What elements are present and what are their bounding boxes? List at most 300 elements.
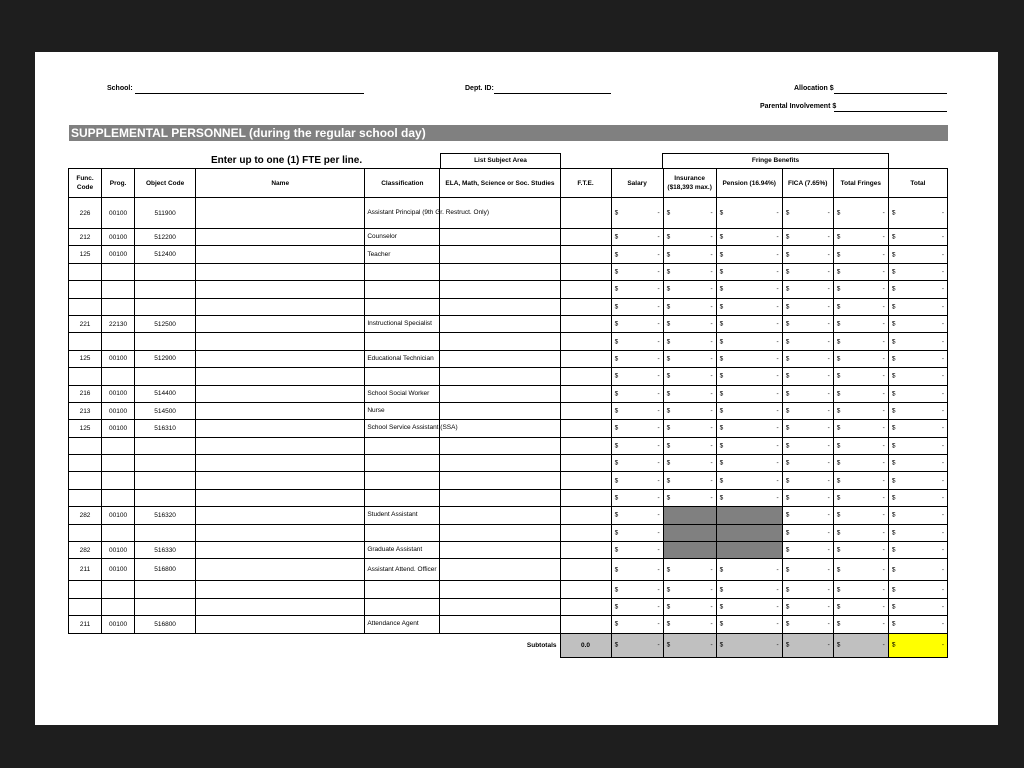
subject-area-cell[interactable] (440, 542, 560, 559)
insurance-cell: $ - (663, 472, 716, 489)
fte-cell[interactable] (560, 581, 611, 598)
total-fringes-cell: $ - (833, 559, 888, 581)
subject-area-cell[interactable] (440, 489, 560, 506)
total-cell: $ - (888, 437, 947, 454)
object-code-cell[interactable] (135, 581, 196, 598)
subject-area-cell[interactable] (440, 368, 560, 385)
prog-cell[interactable] (102, 263, 135, 280)
object-code-cell[interactable]: 512500 (135, 315, 196, 332)
object-code-cell[interactable]: 511900 (135, 198, 196, 229)
prog-cell[interactable] (102, 368, 135, 385)
total-fringes-cell: $ - (833, 472, 888, 489)
classification-cell[interactable]: Nurse (365, 402, 440, 419)
name-cell[interactable] (196, 385, 365, 402)
total-fringes-cell: $ - (833, 198, 888, 229)
classification-cell[interactable] (365, 598, 440, 615)
pension-cell: $ - (716, 315, 782, 332)
total-cell: $ - (888, 542, 947, 559)
classification-cell[interactable] (365, 455, 440, 472)
object-code-cell[interactable] (135, 472, 196, 489)
table-row (69, 420, 948, 437)
insurance-cell: $ - (663, 598, 716, 615)
pension-cell: $ - (716, 368, 782, 385)
salary-cell[interactable]: $ - (611, 472, 663, 489)
prog-cell[interactable]: 00100 (102, 229, 135, 246)
col-name: Name (196, 169, 365, 198)
fica-cell: $ - (782, 263, 833, 280)
fte-cell[interactable] (560, 524, 611, 541)
classification-cell[interactable]: Assistant Attend. Officer (365, 559, 440, 581)
pension-cell: $ - (716, 420, 782, 437)
salary-cell[interactable]: $ - (611, 350, 663, 367)
func-code-cell[interactable] (69, 524, 102, 541)
name-cell[interactable] (196, 333, 365, 350)
subject-area-cell[interactable] (440, 385, 560, 402)
fte-cell[interactable] (560, 368, 611, 385)
pension-cell: $ - (716, 616, 782, 633)
name-cell[interactable] (196, 298, 365, 315)
fica-cell: $ - (782, 437, 833, 454)
name-cell[interactable] (196, 246, 365, 263)
total-fringes-cell: $ - (833, 281, 888, 298)
fica-cell: $ - (782, 455, 833, 472)
subject-area-cell[interactable] (440, 420, 560, 437)
fte-cell[interactable] (560, 542, 611, 559)
subject-area-cell[interactable] (440, 581, 560, 598)
func-code-cell[interactable]: 211 (69, 616, 102, 633)
func-code-cell[interactable]: 216 (69, 385, 102, 402)
salary-cell[interactable]: $ - (611, 598, 663, 615)
fte-cell[interactable] (560, 420, 611, 437)
prog-cell[interactable]: 00100 (102, 385, 135, 402)
name-cell[interactable] (196, 229, 365, 246)
prog-cell[interactable]: 00100 (102, 542, 135, 559)
object-code-cell[interactable] (135, 437, 196, 454)
salary-cell[interactable]: $ - (611, 420, 663, 437)
classification-cell[interactable]: Assistant Principal (9th Gr. Restruct. Only) (365, 198, 440, 229)
name-cell[interactable] (196, 559, 365, 581)
name-cell[interactable] (196, 581, 365, 598)
fte-cell[interactable] (560, 559, 611, 581)
dept-id-input[interactable] (494, 93, 611, 94)
subtotal-row (69, 633, 948, 657)
salary-cell[interactable]: $ - (611, 581, 663, 598)
subject-area-cell[interactable] (440, 455, 560, 472)
subject-area-cell[interactable] (440, 524, 560, 541)
total-fringes-cell: $ - (833, 246, 888, 263)
fte-instruction: Enter up to one (1) FTE per line. (211, 155, 363, 166)
pension-cell: $ - (716, 598, 782, 615)
salary-cell[interactable]: $ - (611, 542, 663, 559)
name-cell[interactable] (196, 472, 365, 489)
name-cell[interactable] (196, 489, 365, 506)
prog-cell[interactable]: 00100 (102, 507, 135, 524)
object-code-cell[interactable]: 512900 (135, 350, 196, 367)
fte-cell[interactable] (560, 246, 611, 263)
subject-area-cell[interactable] (440, 559, 560, 581)
name-cell[interactable] (196, 437, 365, 454)
object-code-cell[interactable]: 516800 (135, 559, 196, 581)
prog-cell[interactable] (102, 581, 135, 598)
table-row (69, 246, 948, 263)
fringe-benefits-header: Fringe Benefits (662, 153, 889, 169)
func-code-cell[interactable]: 282 (69, 542, 102, 559)
salary-cell[interactable]: $ - (611, 333, 663, 350)
fica-cell: $ - (782, 281, 833, 298)
classification-cell[interactable]: Attendance Agent (365, 616, 440, 633)
subject-area-cell[interactable] (440, 298, 560, 315)
func-code-cell[interactable] (69, 333, 102, 350)
fte-cell[interactable] (560, 402, 611, 419)
salary-cell[interactable]: $ - (611, 263, 663, 280)
subject-area-cell[interactable] (440, 263, 560, 280)
subtotal-fica: $ - (782, 633, 833, 657)
fte-cell[interactable] (560, 263, 611, 280)
total-fringes-cell: $ - (833, 489, 888, 506)
func-code-cell[interactable] (69, 598, 102, 615)
insurance-cell: $ - (663, 281, 716, 298)
fica-cell: $ - (782, 420, 833, 437)
fica-cell: $ - (782, 333, 833, 350)
prog-cell[interactable]: 00100 (102, 350, 135, 367)
insurance-cell: $ - (663, 402, 716, 419)
salary-cell[interactable]: $ - (611, 368, 663, 385)
prog-cell[interactable]: 22130 (102, 315, 135, 332)
prog-cell[interactable] (102, 437, 135, 454)
pension-cell: $ - (716, 402, 782, 419)
table-row (69, 598, 948, 615)
object-code-cell[interactable] (135, 281, 196, 298)
total-cell: $ - (888, 229, 947, 246)
fica-cell: $ - (782, 542, 833, 559)
func-code-cell[interactable]: 282 (69, 507, 102, 524)
prog-cell[interactable]: 00100 (102, 420, 135, 437)
pension-cell: $ - (716, 298, 782, 315)
fica-cell: $ - (782, 402, 833, 419)
pension-cell (716, 507, 782, 524)
object-code-cell[interactable] (135, 455, 196, 472)
fte-cell[interactable] (560, 472, 611, 489)
prog-cell[interactable] (102, 298, 135, 315)
subject-area-cell[interactable] (440, 350, 560, 367)
insurance-cell: $ - (663, 616, 716, 633)
insurance-cell: $ - (663, 333, 716, 350)
allocation-input[interactable] (834, 93, 947, 94)
col-fte: F.T.E. (560, 169, 611, 198)
table-row (69, 368, 948, 385)
salary-cell[interactable]: $ - (611, 281, 663, 298)
fica-cell: $ - (782, 489, 833, 506)
insurance-cell: $ - (663, 559, 716, 581)
total-fringes-cell: $ - (833, 420, 888, 437)
classification-cell[interactable]: Teacher (365, 246, 440, 263)
total-cell: $ - (888, 246, 947, 263)
object-code-cell[interactable] (135, 263, 196, 280)
total-fringes-cell: $ - (833, 437, 888, 454)
table-row (69, 437, 948, 454)
table-row (69, 559, 948, 581)
name-cell[interactable] (196, 263, 365, 280)
fica-cell: $ - (782, 385, 833, 402)
func-code-cell[interactable]: 226 (69, 198, 102, 229)
fica-cell: $ - (782, 315, 833, 332)
insurance-cell: $ - (663, 437, 716, 454)
classification-cell[interactable]: School Service Assistant (SSA) (365, 420, 440, 437)
pension-cell: $ - (716, 559, 782, 581)
dept-id-label: Dept. ID: (465, 85, 494, 92)
fica-cell: $ - (782, 524, 833, 541)
func-code-cell[interactable]: 125 (69, 246, 102, 263)
insurance-cell: $ - (663, 246, 716, 263)
func-code-cell[interactable] (69, 263, 102, 280)
total-fringes-cell: $ - (833, 598, 888, 615)
classification-cell[interactable]: School Social Worker (365, 385, 440, 402)
func-code-cell[interactable] (69, 437, 102, 454)
allocation-label: Allocation $ (794, 85, 834, 92)
total-cell: $ - (888, 385, 947, 402)
table-row (69, 281, 948, 298)
pension-cell: $ - (716, 263, 782, 280)
table-row (69, 385, 948, 402)
salary-cell[interactable]: $ - (611, 489, 663, 506)
pension-cell: $ - (716, 229, 782, 246)
func-code-cell[interactable]: 212 (69, 229, 102, 246)
classification-cell[interactable] (365, 263, 440, 280)
prog-cell[interactable]: 00100 (102, 559, 135, 581)
classification-cell[interactable] (365, 581, 440, 598)
func-code-cell[interactable]: 211 (69, 559, 102, 581)
col-pension: Pension (16.94%) (716, 169, 782, 198)
salary-cell[interactable]: $ - (611, 229, 663, 246)
fte-cell[interactable] (560, 489, 611, 506)
table-body (69, 198, 948, 634)
fte-cell[interactable] (560, 507, 611, 524)
fte-cell[interactable] (560, 198, 611, 229)
name-cell[interactable] (196, 616, 365, 633)
name-cell[interactable] (196, 507, 365, 524)
salary-cell[interactable]: $ - (611, 298, 663, 315)
pension-cell: $ - (716, 198, 782, 229)
fica-cell: $ - (782, 368, 833, 385)
insurance-cell: $ - (663, 420, 716, 437)
func-code-cell[interactable]: 221 (69, 315, 102, 332)
fte-cell[interactable] (560, 298, 611, 315)
func-code-cell[interactable] (69, 472, 102, 489)
name-cell[interactable] (196, 402, 365, 419)
salary-cell[interactable]: $ - (611, 616, 663, 633)
total-cell: $ - (888, 368, 947, 385)
func-code-cell[interactable] (69, 281, 102, 298)
table-row (69, 198, 948, 229)
classification-cell[interactable]: Instructional Specialist (365, 315, 440, 332)
name-cell[interactable] (196, 420, 365, 437)
salary-cell[interactable]: $ - (611, 315, 663, 332)
func-code-cell[interactable] (69, 455, 102, 472)
insurance-cell: $ - (663, 263, 716, 280)
total-fringes-cell: $ - (833, 315, 888, 332)
salary-cell[interactable]: $ - (611, 455, 663, 472)
name-cell[interactable] (196, 368, 365, 385)
pension-cell: $ - (716, 437, 782, 454)
table-row (69, 542, 948, 559)
fte-cell[interactable] (560, 333, 611, 350)
classification-cell[interactable] (365, 489, 440, 506)
object-code-cell[interactable]: 512200 (135, 229, 196, 246)
object-code-cell[interactable]: 512400 (135, 246, 196, 263)
total-cell: $ - (888, 616, 947, 633)
fte-cell[interactable] (560, 281, 611, 298)
subject-area-cell[interactable] (440, 598, 560, 615)
total-cell: $ - (888, 298, 947, 315)
prog-cell[interactable] (102, 281, 135, 298)
subject-area-cell[interactable] (440, 437, 560, 454)
fica-cell: $ - (782, 246, 833, 263)
salary-cell[interactable]: $ - (611, 402, 663, 419)
func-code-cell[interactable]: 125 (69, 350, 102, 367)
object-code-cell[interactable] (135, 524, 196, 541)
col-fica: FICA (7.65%) (782, 169, 833, 198)
classification-cell[interactable] (365, 472, 440, 489)
subject-area-cell[interactable] (440, 507, 560, 524)
col-prog: Prog. (102, 169, 135, 198)
name-cell[interactable] (196, 350, 365, 367)
parental-involvement-input[interactable] (834, 111, 947, 112)
prog-cell[interactable]: 00100 (102, 198, 135, 229)
pension-cell: $ - (716, 581, 782, 598)
object-code-cell[interactable]: 514500 (135, 402, 196, 419)
salary-cell[interactable]: $ - (611, 437, 663, 454)
classification-cell[interactable] (365, 437, 440, 454)
salary-cell[interactable]: $ - (611, 385, 663, 402)
func-code-cell[interactable] (69, 298, 102, 315)
func-code-cell[interactable] (69, 489, 102, 506)
object-code-cell[interactable]: 516330 (135, 542, 196, 559)
table-row (69, 489, 948, 506)
classification-cell[interactable]: Educational Technician (365, 350, 440, 367)
name-cell[interactable] (196, 598, 365, 615)
object-code-cell[interactable] (135, 598, 196, 615)
col-classification: Classification (365, 169, 440, 198)
subject-area-cell[interactable] (440, 333, 560, 350)
object-code-cell[interactable]: 516310 (135, 420, 196, 437)
subtotal-fte: 0.0 (560, 633, 611, 657)
school-input[interactable] (135, 93, 364, 94)
salary-cell[interactable]: $ - (611, 198, 663, 229)
salary-cell[interactable]: $ - (611, 507, 663, 524)
fte-cell[interactable] (560, 385, 611, 402)
table-row (69, 315, 948, 332)
total-cell: $ - (888, 524, 947, 541)
table-row (69, 524, 948, 541)
prog-cell[interactable] (102, 455, 135, 472)
fte-cell[interactable] (560, 437, 611, 454)
subject-area-cell[interactable] (440, 616, 560, 633)
fte-cell[interactable] (560, 616, 611, 633)
classification-cell[interactable] (365, 281, 440, 298)
col-subject: ELA, Math, Science or Soc. Studies (440, 169, 560, 198)
name-cell[interactable] (196, 524, 365, 541)
subject-area-cell[interactable] (440, 246, 560, 263)
object-code-cell[interactable] (135, 333, 196, 350)
total-cell: $ - (888, 489, 947, 506)
classification-cell[interactable]: Student Assistant (365, 507, 440, 524)
object-code-cell[interactable] (135, 298, 196, 315)
fte-cell[interactable] (560, 350, 611, 367)
subtotal-total: $ - (888, 633, 947, 657)
salary-cell[interactable]: $ - (611, 246, 663, 263)
pension-cell (716, 524, 782, 541)
prog-cell[interactable]: 00100 (102, 246, 135, 263)
total-cell: $ - (888, 402, 947, 419)
total-cell: $ - (888, 315, 947, 332)
fte-cell[interactable] (560, 598, 611, 615)
insurance-cell: $ - (663, 385, 716, 402)
name-cell[interactable] (196, 315, 365, 332)
table-row (69, 350, 948, 367)
classification-cell[interactable] (365, 298, 440, 315)
func-code-cell[interactable]: 213 (69, 402, 102, 419)
prog-cell[interactable]: 00100 (102, 402, 135, 419)
fte-cell[interactable] (560, 229, 611, 246)
func-code-cell[interactable] (69, 368, 102, 385)
budget-sheet (35, 52, 998, 725)
fte-cell[interactable] (560, 455, 611, 472)
fica-cell: $ - (782, 616, 833, 633)
name-cell[interactable] (196, 542, 365, 559)
name-cell[interactable] (196, 198, 365, 229)
prog-cell[interactable]: 00100 (102, 616, 135, 633)
classification-cell[interactable]: Graduate Assistant (365, 542, 440, 559)
total-cell: $ - (888, 507, 947, 524)
total-fringes-cell: $ - (833, 350, 888, 367)
prog-cell[interactable] (102, 333, 135, 350)
prog-cell[interactable] (102, 472, 135, 489)
salary-cell[interactable]: $ - (611, 559, 663, 581)
name-cell[interactable] (196, 455, 365, 472)
object-code-cell[interactable] (135, 489, 196, 506)
classification-cell[interactable] (365, 368, 440, 385)
prog-cell[interactable] (102, 524, 135, 541)
classification-cell[interactable] (365, 524, 440, 541)
col-insurance: Insurance ($18,393 max.) (663, 169, 716, 198)
total-fringes-cell: $ - (833, 333, 888, 350)
object-code-cell[interactable]: 516800 (135, 616, 196, 633)
col-total: Total (888, 169, 947, 198)
subject-area-cell[interactable] (440, 281, 560, 298)
subject-area-cell[interactable] (440, 229, 560, 246)
object-code-cell[interactable]: 516320 (135, 507, 196, 524)
object-code-cell[interactable]: 514400 (135, 385, 196, 402)
salary-cell[interactable]: $ - (611, 524, 663, 541)
func-code-cell[interactable]: 125 (69, 420, 102, 437)
func-code-cell[interactable] (69, 581, 102, 598)
total-fringes-cell: $ - (833, 455, 888, 472)
classification-cell[interactable]: Counselor (365, 229, 440, 246)
pension-cell: $ - (716, 385, 782, 402)
prog-cell[interactable] (102, 598, 135, 615)
total-fringes-cell: $ - (833, 368, 888, 385)
object-code-cell[interactable] (135, 368, 196, 385)
fte-cell[interactable] (560, 315, 611, 332)
name-cell[interactable] (196, 281, 365, 298)
prog-cell[interactable] (102, 489, 135, 506)
subject-area-cell[interactable] (440, 315, 560, 332)
subject-area-cell[interactable] (440, 402, 560, 419)
insurance-cell: $ - (663, 368, 716, 385)
subject-area-cell[interactable] (440, 472, 560, 489)
classification-cell[interactable] (365, 333, 440, 350)
total-cell: $ - (888, 350, 947, 367)
